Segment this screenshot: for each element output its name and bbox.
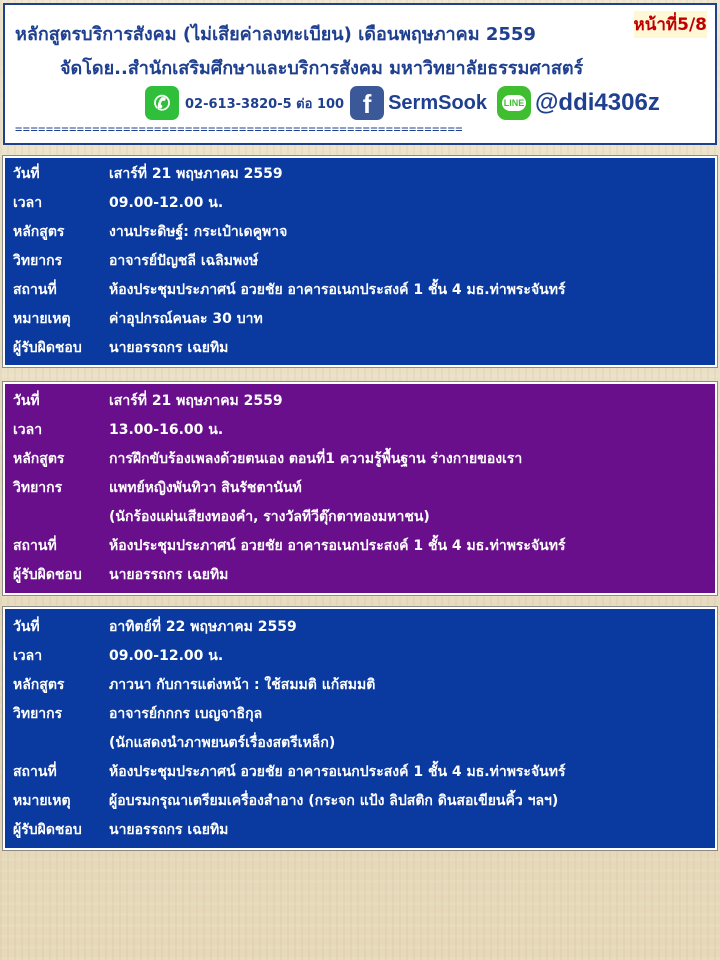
row-label: หลักสูตร xyxy=(13,677,65,693)
row-value: ผู้อบรมกรุณาเตรียมเครื่องสำอาง (กระจก แป้ง ลิปสติก ดินสอเขียนคิ้ว ฯลฯ) xyxy=(109,793,559,809)
row-label: ผู้รับผิดชอบ xyxy=(13,567,82,583)
row-label: เวลา xyxy=(13,422,43,438)
facebook-name: SermSook xyxy=(388,91,488,114)
session-row xyxy=(5,308,715,332)
row-label: สถานที่ xyxy=(13,764,57,780)
row-value: (นักร้องแผ่นเสียงทองคำ, รางวัลทีวีตุ๊กตาทองมหาชน) xyxy=(109,509,430,525)
session-row xyxy=(5,250,715,274)
session-row xyxy=(5,674,715,698)
row-label: วันที่ xyxy=(13,393,40,409)
row-value: 13.00-16.00 น. xyxy=(109,422,224,438)
row-label: หลักสูตร xyxy=(13,224,65,240)
session-row xyxy=(5,616,715,640)
row-value: ห้องประชุมประภาศน์ อวยชัย อาคารอเนกประสงค์ 1 ชั้น 4 มธ.ท่าพระจันทร์ xyxy=(109,764,566,780)
session-row xyxy=(5,790,715,814)
session-row xyxy=(5,448,715,472)
line-icon-label: LINE xyxy=(502,95,527,111)
row-label: วิทยากร xyxy=(13,253,63,269)
row-value: 09.00-12.00 น. xyxy=(109,648,224,664)
row-value: 09.00-12.00 น. xyxy=(109,195,224,211)
contact-bar xyxy=(145,85,660,121)
row-label: สถานที่ xyxy=(13,538,57,554)
row-label: สถานที่ xyxy=(13,282,57,298)
row-label: ผู้รับผิดชอบ xyxy=(13,340,82,356)
row-label: เวลา xyxy=(13,195,43,211)
session-row xyxy=(5,192,715,216)
divider-line: ========================================================== xyxy=(15,122,464,136)
line-icon xyxy=(497,86,531,120)
page-title: หลักสูตรบริการสังคม (ไม่เสียค่าลงทะเบียน) เดือนพฤษภาคม 2559 xyxy=(15,24,536,45)
page-number: หน้าที่5/8 xyxy=(634,11,707,38)
session-row xyxy=(5,477,715,501)
session-row xyxy=(5,279,715,303)
row-value: เสาร์ที่ 21 พฤษภาคม 2559 xyxy=(109,393,283,409)
row-label: หลักสูตร xyxy=(13,451,65,467)
row-label: วิทยากร xyxy=(13,706,63,722)
phone-number: 02-613-3820-5 ต่อ 100 xyxy=(185,96,345,112)
row-value: นายอรรถกร เฉยทิม xyxy=(109,340,229,356)
row-value: ค่าอุปกรณ์คนละ 30 บาท xyxy=(109,311,263,327)
session-row xyxy=(5,506,715,530)
header-box xyxy=(3,3,717,145)
session-card-2 xyxy=(3,382,717,595)
row-value: ภาวนา กับการแต่งหน้า : ใช้สมมติ แก้สมมติ xyxy=(109,677,376,693)
session-row xyxy=(5,703,715,727)
row-label: ผู้รับผิดชอบ xyxy=(13,822,82,838)
row-value: เสาร์ที่ 21 พฤษภาคม 2559 xyxy=(109,166,283,182)
session-row xyxy=(5,761,715,785)
session-row xyxy=(5,564,715,588)
row-label: วิทยากร xyxy=(13,480,63,496)
session-row xyxy=(5,419,715,443)
facebook-icon: f xyxy=(350,86,384,120)
row-value: ห้องประชุมประภาศน์ อวยชัย อาคารอเนกประสงค์ 1 ชั้น 4 มธ.ท่าพระจันทร์ xyxy=(109,538,566,554)
session-row xyxy=(5,390,715,414)
row-label: เวลา xyxy=(13,648,43,664)
row-value: นายอรรถกร เฉยทิม xyxy=(109,822,229,838)
row-value: นายอรรถกร เฉยทิม xyxy=(109,567,229,583)
row-value: แพทย์หญิงพันทิวา สินรัชตานันท์ xyxy=(109,480,302,496)
session-card-3 xyxy=(3,607,717,850)
session-card-1 xyxy=(3,156,717,367)
session-row xyxy=(5,337,715,361)
row-label: หมายเหตุ xyxy=(13,793,71,809)
row-value: อาทิตย์ที่ 22 พฤษภาคม 2559 xyxy=(109,619,297,635)
row-value: (นักแสดงนำภาพยนตร์เรื่องสตรีเหล็ก) xyxy=(109,735,336,751)
row-value: ห้องประชุมประภาศน์ อวยชัย อาคารอเนกประสงค์ 1 ชั้น 4 มธ.ท่าพระจันทร์ xyxy=(109,282,566,298)
row-label: วันที่ xyxy=(13,166,40,182)
row-value: อาจารย์กกกร เบญจาธิกุล xyxy=(109,706,263,722)
session-row xyxy=(5,645,715,669)
session-row xyxy=(5,819,715,843)
organizer-line: จัดโดย..สำนักเสริมศึกษาและบริการสังคม มหาวิทยาลัยธรรมศาสตร์ xyxy=(60,58,584,79)
row-label: หมายเหตุ xyxy=(13,311,71,327)
session-row xyxy=(5,163,715,187)
session-row xyxy=(5,535,715,559)
row-value: อาจารย์ปัญชลี เฉลิมพงษ์ xyxy=(109,253,259,269)
line-id: @ddi4306z xyxy=(535,89,660,116)
session-row xyxy=(5,732,715,756)
row-label: วันที่ xyxy=(13,619,40,635)
row-value: การฝึกขับร้องเพลงด้วยตนเอง ตอนที่1 ความรู้พื้นฐาน ร่างกายของเรา xyxy=(109,451,523,467)
session-row xyxy=(5,221,715,245)
phone-icon: ✆ xyxy=(145,86,179,120)
row-value: งานประดิษฐ์: กระเป๋าเดคูพาจ xyxy=(109,224,288,240)
